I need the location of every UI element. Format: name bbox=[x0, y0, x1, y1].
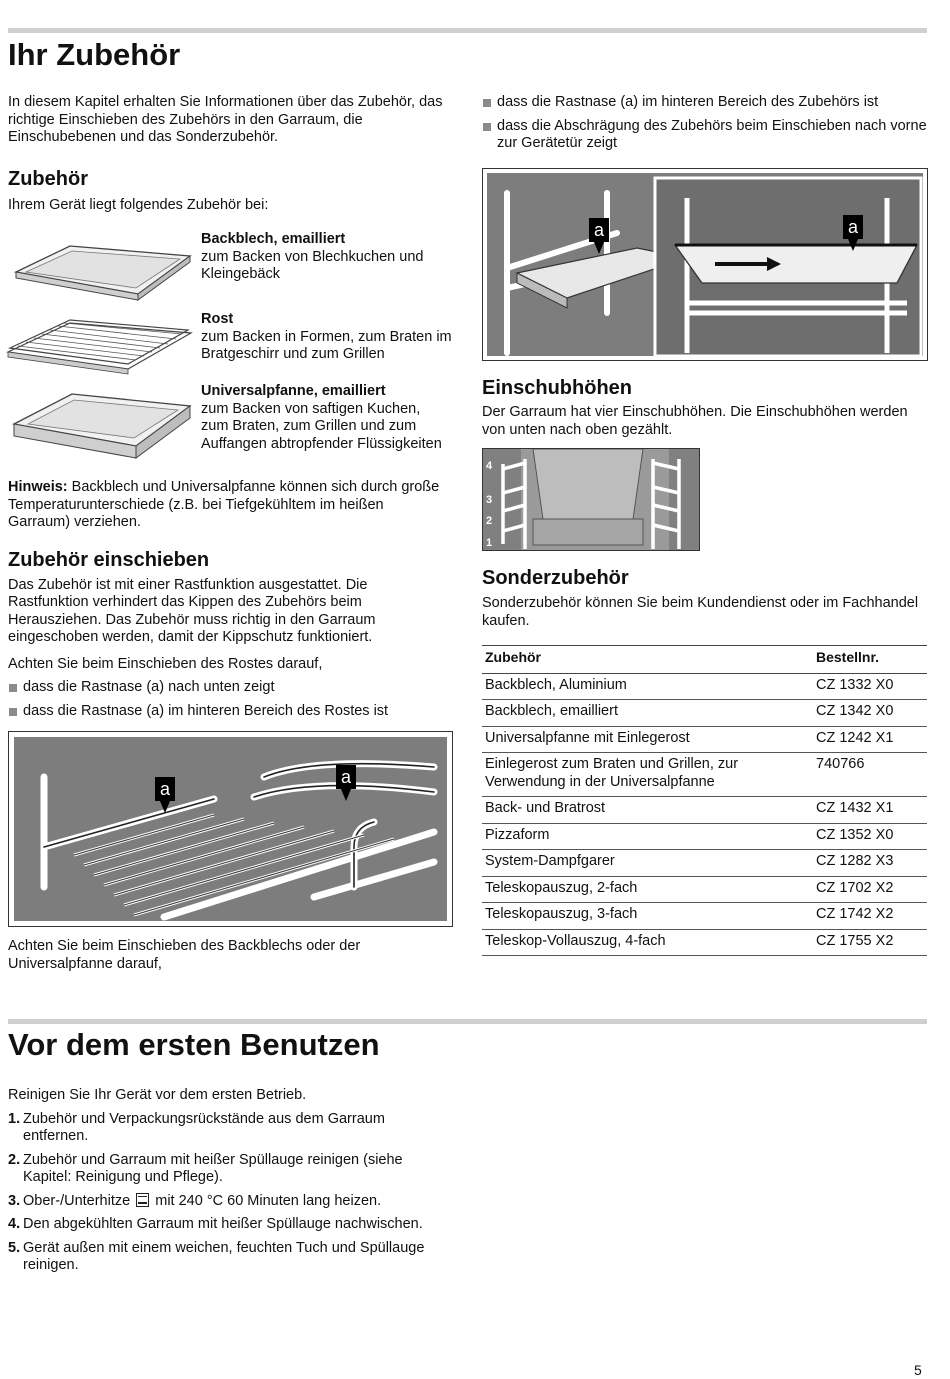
bullet-square-icon bbox=[483, 99, 491, 107]
heading-einschubhoehen: Einschubhöhen bbox=[482, 377, 632, 399]
table-row bbox=[482, 903, 927, 930]
table-row bbox=[482, 823, 927, 850]
blech-insertion-illustration bbox=[482, 168, 928, 361]
callout-a-text: a bbox=[593, 220, 605, 240]
page-number: 5 bbox=[914, 1362, 922, 1378]
section-divider bbox=[8, 1019, 927, 1024]
table-cell: CZ 1432 X1 bbox=[810, 797, 927, 824]
table-row bbox=[482, 726, 927, 753]
list-item bbox=[8, 1152, 453, 1187]
accessory-item bbox=[201, 231, 453, 284]
table-cell: CZ 1242 X1 bbox=[810, 726, 927, 753]
table-cell: CZ 1342 X0 bbox=[810, 700, 927, 727]
einschubhoehen-text: Der Garraum hat vier Einschubhöhen. Die Einschubhöhen werden von unten nach oben gezählt. bbox=[482, 404, 908, 438]
table-cell: Pizzaform bbox=[482, 823, 810, 850]
table-row bbox=[482, 673, 927, 700]
table-row bbox=[482, 700, 927, 727]
list-item bbox=[482, 118, 930, 153]
level-label-3: 3 bbox=[486, 494, 493, 506]
accessory-title: Universalpfanne, emailliert bbox=[201, 383, 386, 399]
step-text: Den abgekühlten Garraum mit heißer Spüllauge nachwischen. bbox=[23, 1216, 423, 1232]
baking-tray-icon bbox=[8, 234, 193, 310]
accessory-title: Rost bbox=[201, 311, 234, 327]
accessory-item bbox=[201, 311, 453, 364]
rost-lead: Achten Sie beim Einschieben des Rostes darauf, bbox=[8, 655, 323, 672]
note bbox=[8, 479, 448, 532]
first-use-section bbox=[8, 1087, 453, 1281]
heading-einschieben: Zubehör einschieben bbox=[8, 548, 210, 571]
heading-sonderzubehoer: Sonderzubehör bbox=[482, 567, 629, 589]
section-title-vor-dem-ersten-benutzen: Vor dem ersten Benutzen bbox=[8, 1027, 380, 1062]
step-text: Zubehör und Verpackungsrückstände aus dem Garraum entfernen. bbox=[23, 1110, 385, 1144]
bullet-text: dass die Rastnase (a) im hinteren Bereich des Rostes ist bbox=[23, 702, 389, 719]
table-row bbox=[482, 876, 927, 903]
intro-text: In diesem Kapitel erhalten Sie Informationen über das Zubehör, das richtige Einschieben des Zubehörs in den Garraum, die Einschubebenen und das Sonderzubehör. bbox=[8, 94, 443, 145]
step-number: 3. bbox=[8, 1192, 21, 1209]
section-title-zubehoer: Ihr Zubehör bbox=[8, 37, 181, 72]
step-number: 5. bbox=[8, 1239, 21, 1256]
blech-bullet-list bbox=[482, 94, 930, 159]
bullet-text: dass die Abschrägung des Zubehörs beim Einschieben nach vorne zur Gerätetür zeigt bbox=[497, 117, 927, 151]
table-cell: System-Dampfgarer bbox=[482, 850, 810, 877]
bullet-square-icon bbox=[9, 684, 17, 692]
note-label: Hinweis: bbox=[8, 479, 68, 495]
table-row bbox=[482, 929, 927, 956]
step-text: Zubehör und Garraum mit heißer Spüllauge reinigen (siehe Kapitel: Reinigung und Pflege). bbox=[23, 1151, 403, 1185]
section-divider bbox=[8, 28, 927, 33]
bullet-square-icon bbox=[9, 708, 17, 716]
rost-insertion-illustration bbox=[8, 731, 453, 927]
oven-levels-illustration bbox=[482, 448, 700, 551]
accessory-title: Backblech, emailliert bbox=[201, 231, 346, 247]
table-cell: CZ 1742 X2 bbox=[810, 903, 927, 930]
note-text: Backblech und Universalpfanne können sich durch große Temperaturunterschiede (z.B. bei Tiefgekühltem im heißen Garraum) verziehen. bbox=[8, 479, 440, 530]
accessory-description: zum Backen von saftigen Kuchen, zum Braten, zum Grillen und zum Auffangen abtropfender Flüssigkeiten bbox=[201, 400, 442, 452]
step-text: Gerät außen mit einem weichen, feuchten Tuch und Spüllauge reinigen. bbox=[23, 1239, 425, 1273]
table-cell: CZ 1352 X0 bbox=[810, 823, 927, 850]
table-cell: Backblech, emailliert bbox=[482, 700, 810, 727]
table-row bbox=[482, 753, 927, 797]
table-row bbox=[482, 797, 927, 824]
table-row bbox=[482, 850, 927, 877]
accessory-description: zum Backen in Formen, zum Braten im Bratgeschirr und zum Grillen bbox=[201, 328, 452, 362]
heading-zubehoer: Zubehör bbox=[8, 167, 88, 190]
bullet-text: dass die Rastnase (a) im hinteren Bereich des Zubehörs ist bbox=[497, 94, 879, 110]
list-item bbox=[8, 1193, 453, 1211]
left-column-lower bbox=[8, 479, 448, 726]
table-header-row bbox=[482, 646, 927, 674]
first-use-steps bbox=[8, 1111, 453, 1275]
table-cell: Teleskopauszug, 3-fach bbox=[482, 903, 810, 930]
list-item bbox=[8, 1216, 453, 1234]
table-cell: CZ 1282 X3 bbox=[810, 850, 927, 877]
zubehoer-lead: Ihrem Gerät liegt folgendes Zubehör bei: bbox=[8, 196, 269, 213]
level-label-1: 1 bbox=[486, 537, 493, 549]
table-cell: Einlegerost zum Braten und Grillen, zur Verwendung in der Universalpfanne bbox=[482, 753, 810, 797]
einschieben-text: Das Zubehör ist mit einer Rastfunktion ausgestattet. Die Rastfunktion verhindert das Kippen des Zubehörs beim Herausziehen. Das Zubehör muss richtig in den Garraum eingeschoben werden, damit der Kippschutz funktioniert. bbox=[8, 576, 376, 645]
table-cell: Teleskop-Vollauszug, 4-fach bbox=[482, 929, 810, 956]
blech-lead: Achten Sie beim Einschieben des Backblechs oder der Universalpfanne darauf, bbox=[8, 938, 361, 972]
step-text: Ober-/Unterhitze bbox=[23, 1192, 131, 1209]
step-number: 4. bbox=[8, 1216, 21, 1232]
universal-pan-icon bbox=[8, 384, 193, 468]
table-cell: CZ 1755 X2 bbox=[810, 929, 927, 956]
einschubhoehen-section bbox=[482, 376, 930, 447]
top-bottom-heat-icon bbox=[136, 1193, 149, 1207]
table-cell: Teleskopauszug, 2-fach bbox=[482, 876, 810, 903]
table-cell: CZ 1332 X0 bbox=[810, 673, 927, 700]
table-cell: CZ 1702 X2 bbox=[810, 876, 927, 903]
level-label-2: 2 bbox=[486, 515, 493, 527]
first-use-intro: Reinigen Sie Ihr Gerät vor dem ersten Betrieb. bbox=[8, 1087, 307, 1103]
table-cell: Universalpfanne mit Einlegerost bbox=[482, 726, 810, 753]
bullet-square-icon bbox=[483, 123, 491, 131]
special-accessories-table bbox=[482, 645, 927, 956]
table-cell: Back- und Bratrost bbox=[482, 797, 810, 824]
accessory-description: zum Backen von Blechkuchen und Kleingebäck bbox=[201, 248, 424, 282]
callout-a-text: a bbox=[847, 217, 859, 237]
sonderzubehoer-text: Sonderzubehör können Sie beim Kundendienst oder im Fachhandel kaufen. bbox=[482, 595, 919, 629]
left-column bbox=[8, 94, 453, 224]
table-cell: 740766 bbox=[810, 753, 927, 797]
list-item bbox=[8, 1111, 453, 1146]
table-cell: Backblech, Aluminium bbox=[482, 673, 810, 700]
column-header-zubehoer: Zubehör bbox=[482, 646, 810, 674]
step-number: 1. bbox=[8, 1110, 21, 1127]
list-item bbox=[8, 1240, 453, 1275]
list-item bbox=[8, 679, 448, 697]
level-label-4: 4 bbox=[486, 460, 493, 472]
column-header-bestellnr: Bestellnr. bbox=[810, 646, 927, 674]
wire-rack-icon bbox=[4, 312, 194, 382]
accessory-item bbox=[201, 383, 451, 453]
step-number: 2. bbox=[8, 1151, 21, 1168]
callout-a-text: a bbox=[340, 767, 352, 787]
rost-bullet-list bbox=[8, 679, 448, 720]
bullet-text: dass die Rastnase (a) nach unten zeigt bbox=[23, 679, 275, 695]
callout-a-text: a bbox=[159, 779, 171, 799]
sonderzubehoer-section bbox=[482, 566, 930, 638]
list-item bbox=[482, 94, 930, 112]
list-item bbox=[8, 703, 448, 721]
step-text: mit 240 °C 60 Minuten lang heizen. bbox=[155, 1192, 382, 1209]
